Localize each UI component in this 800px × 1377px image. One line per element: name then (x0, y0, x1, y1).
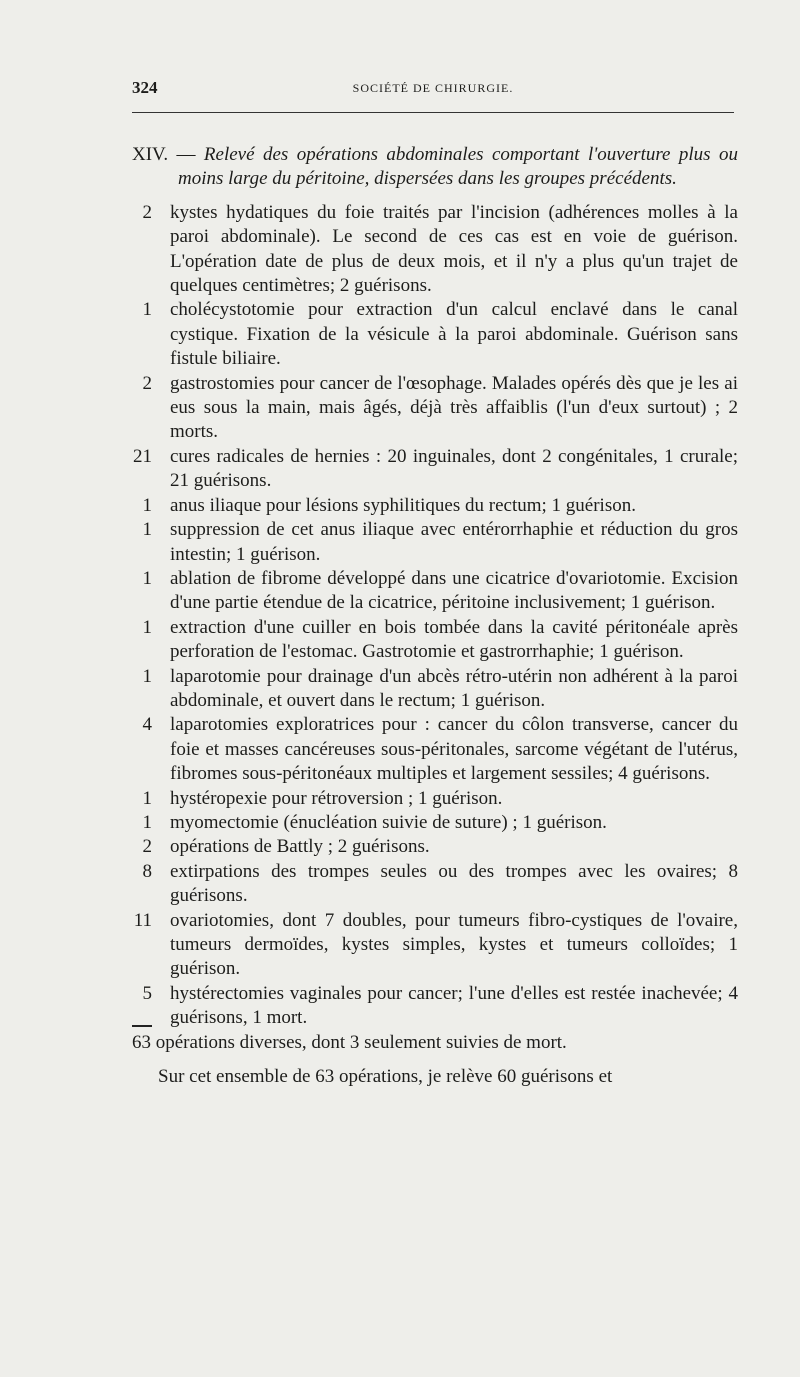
list-item (132, 811, 738, 835)
entry-text: hystérectomies vaginales pour cancer; l'une d'elles est restée inachevée; 4 guérisons, 1 mort. (170, 982, 738, 1029)
running-head (132, 78, 734, 98)
entry-text: anus iliaque pour lésions syphilitiques du rectum; 1 guérison. (170, 494, 636, 516)
entry-count: 1 (142, 299, 152, 321)
section-heading (132, 143, 738, 192)
entry-text: gastrostomies pour cancer de l'œsophage. Malades opérés dès que je les ai eus sous la main, mais âgés, déjà très affaiblis (l'un d'eux surtout) ; 2 morts. (170, 372, 738, 443)
entry-count: 11 (133, 909, 152, 931)
list-item (132, 518, 738, 567)
entry-count: 1 (142, 787, 152, 809)
section-number: XIV. — (132, 144, 196, 165)
running-title: SOCIÉTÉ DE CHIRURGIE. (352, 81, 514, 95)
conclusion-paragraph: Sur cet ensemble de 63 opérations, je relève 60 guérisons et (158, 1066, 613, 1088)
entry-count: 5 (142, 982, 152, 1004)
header-rule (132, 112, 734, 113)
list-item (132, 860, 738, 909)
entry-text: cholécystotomie pour extraction d'un calcul enclavé dans le canal cystique. Fixation de la vésicule à la paroi abdominale. Guérison sans fistule biliaire. (170, 299, 738, 370)
list-item (132, 567, 738, 616)
entry-text: kystes hydatiques du foie traités par l'incision (adhérences molles à la paroi abdominale). Le second de ces cas est en voie de guérison. L'opération date de plus de deux mois, et il n'y a plus qu'un trajet de quelques centimètres; 2 guérisons. (170, 201, 738, 297)
list-item (132, 372, 738, 445)
list-item (132, 982, 738, 1031)
entry-count: 1 (142, 519, 152, 541)
entry-count: 1 (142, 665, 152, 687)
total-rule (132, 1025, 152, 1027)
entry-count: 2 (142, 372, 152, 394)
entry-text: laparotomies exploratrices pour : cancer du côlon transverse, cancer du foie et masses cancéreuses sous-péritonales, sarcome végétant de l'utérus, fibromes sous-péritonéaux multiples et largement sessiles; 4 guérisons. (170, 714, 738, 785)
entry-text: myomectomie (énucléation suivie de suture) ; 1 guérison. (170, 811, 607, 833)
entry-count: 1 (142, 567, 152, 589)
list-item (132, 298, 738, 371)
list-item (132, 445, 738, 494)
list-item (132, 665, 738, 714)
operations-list (132, 201, 738, 1031)
entry-text: extraction d'une cuiller en bois tombée dans la cavité péritonéale après perforation de l'estomac. Gastrotomie et gastrorrhaphie; 1 guérison. (170, 616, 738, 663)
entry-text: suppression de cet anus iliaque avec entérorrhaphie et réduction du gros intestin; 1 guérison. (170, 519, 738, 565)
entry-text: opérations de Battly ; 2 guérisons. (170, 836, 430, 858)
entry-count: 1 (142, 616, 152, 638)
entry-count: 8 (142, 860, 152, 882)
total-count: 63 (132, 1031, 151, 1053)
entry-text: laparotomie pour drainage d'un abcès rétro-utérin non adhérent à la paroi abdominale, et ouvert dans le rectum; 1 guérison. (170, 665, 738, 711)
page-number: 324 (132, 78, 158, 97)
list-item (132, 835, 738, 859)
list-item (132, 616, 738, 665)
entry-text: extirpations des trompes seules ou des trompes avec les ovaires; 8 guérisons. (170, 860, 738, 907)
entry-text: ablation de fibrome développé dans une cicatrice d'ovariotomie. Excision d'une partie étendue de la cicatrice, péritoine inclusivement; 1 guérison. (170, 567, 738, 614)
entry-count: 4 (142, 714, 152, 736)
total-text: opérations diverses, dont 3 seulement suivies de mort. (155, 1031, 567, 1053)
body-text (132, 143, 738, 1108)
entry-count: 2 (142, 201, 152, 223)
list-item (132, 201, 738, 299)
list-item (132, 909, 738, 982)
total-entry (132, 1031, 738, 1055)
entry-count: 1 (142, 494, 152, 516)
entry-text: hystéropexie pour rétroversion ; 1 guérison. (170, 787, 503, 809)
list-item (132, 494, 738, 518)
list-item (132, 787, 738, 811)
entry-text: cures radicales de hernies : 20 inguinales, dont 2 congénitales, 1 crurale; 21 guérisons. (170, 445, 738, 492)
list-item (132, 713, 738, 786)
entry-text: ovariotomies, dont 7 doubles, pour tumeurs fibro-cystiques de l'ovaire, tumeurs dermoïdes, kystes simples, kystes et tumeurs colloïdes; 1 guérison. (170, 909, 738, 980)
entry-count: 1 (142, 811, 152, 833)
entry-count: 21 (133, 445, 152, 467)
entry-count: 2 (142, 836, 152, 858)
section-title: Relevé des opérations abdominales comportant l'ouverture plus ou moins large du péritoine, dispersées dans les groupes précédents. (178, 144, 738, 190)
